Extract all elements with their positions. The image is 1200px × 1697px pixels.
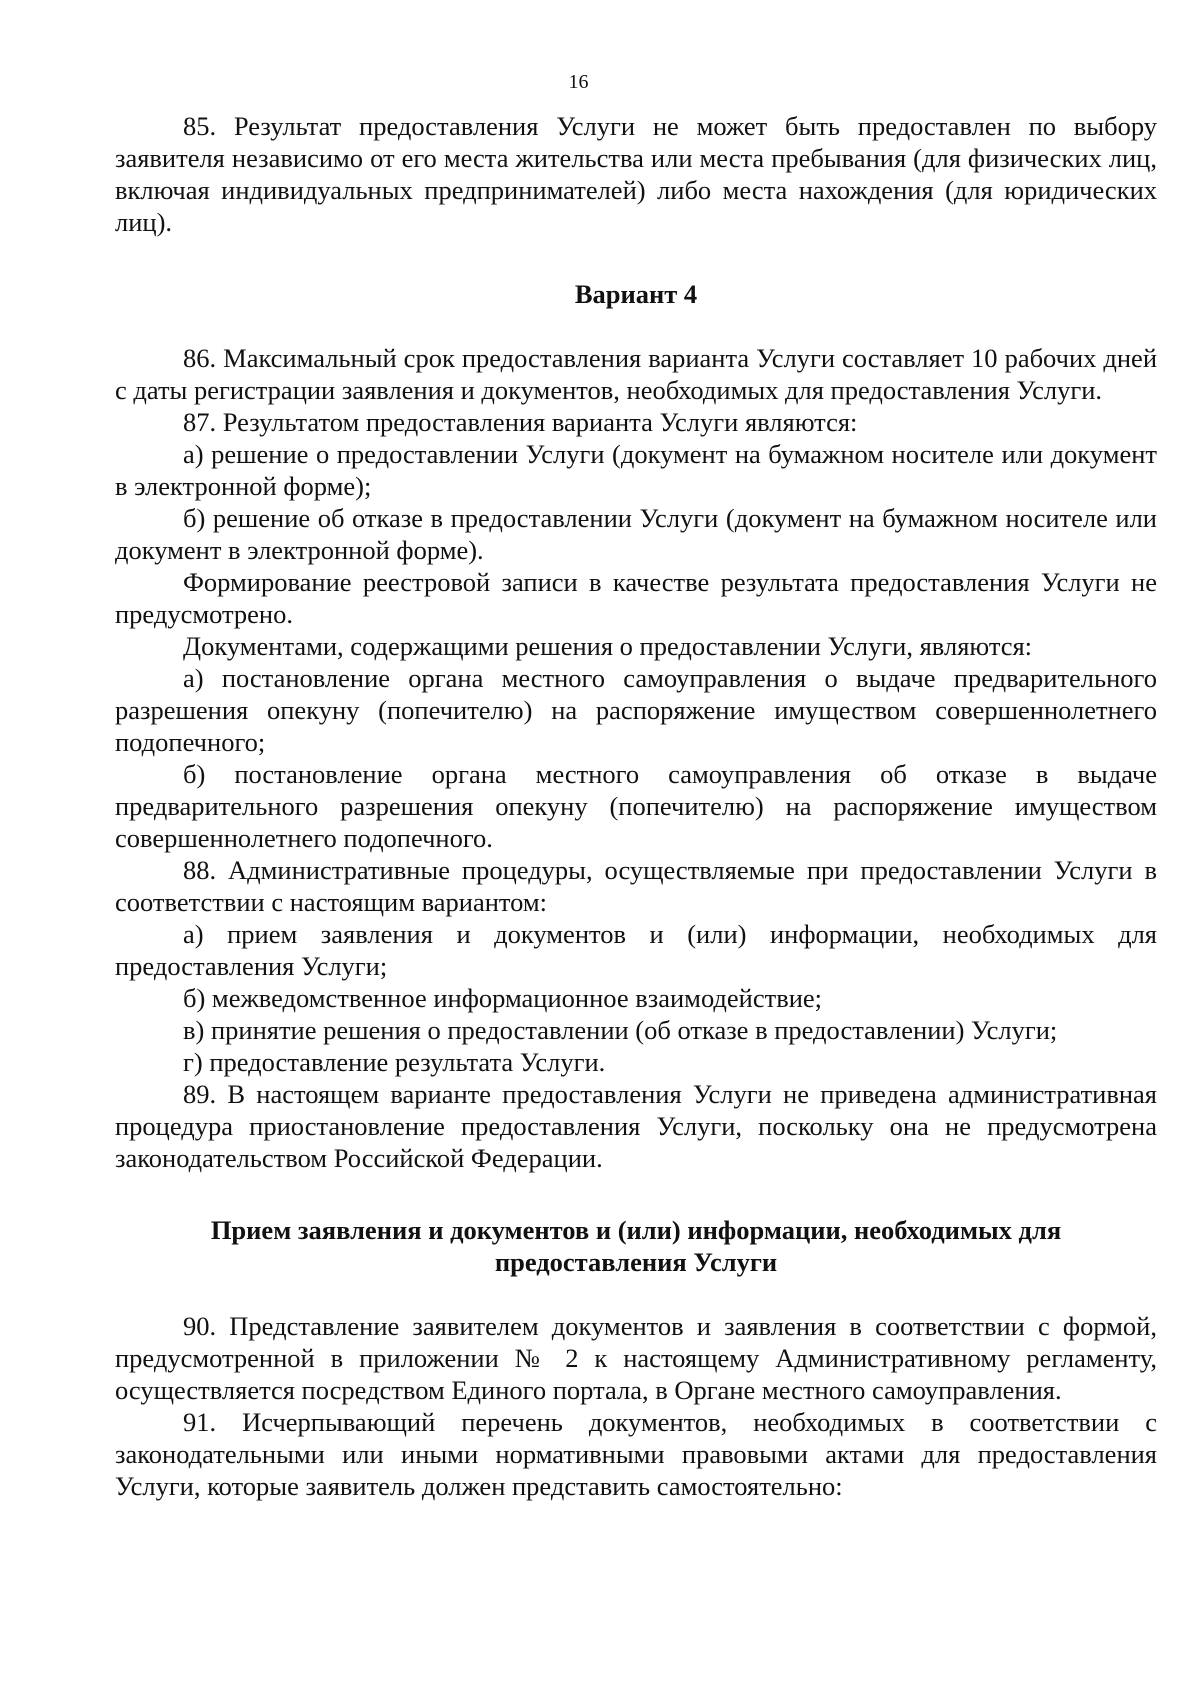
paragraph-89: 89. В настоящем варианте предоставления Услуги не приведена административная процедура приостановление предоставления Услуги, поскольку она не предусмотрена законодательством Российской Федерации. [115, 1079, 1157, 1173]
paragraph-87-item-a: а) решение о предоставлении Услуги (документ на бумажном носителе или документ в электронной форме); [115, 439, 1157, 501]
paragraph-87: 87. Результатом предоставления варианта Услуги являются: [183, 407, 858, 437]
paragraph-91: 91. Исчерпывающий перечень документов, необходимых в соответствии с законодательными или иными нормативными правовыми актами для предоставления Услуги, которые заявитель должен представить самостоятельно: [115, 1407, 1157, 1501]
section-heading-variant-4: Вариант 4 [574, 279, 698, 309]
section-heading-reception [115, 1214, 1157, 1278]
paragraph-87-item-b: б) решение об отказе в предоставлении Услуги (документ на бумажном носителе или документ в электронной форме). [115, 503, 1157, 565]
spacer [115, 1174, 1157, 1214]
spacer [115, 238, 1157, 278]
paragraph-88: 88. Административные процедуры, осуществляемые при предоставлении Услуги в соответствии с настоящим вариантом: [115, 855, 1157, 917]
paragraph-decision-item-b: б) постановление органа местного самоуправления об отказе в выдаче предварительного разрешения опекуну (попечителю) на распоряжение имуществом совершеннолетнего подопечного. [115, 759, 1157, 853]
page-number: 16 [568, 71, 589, 93]
spacer [115, 310, 1157, 342]
document-body [115, 110, 1157, 1502]
paragraph-88-item-b: б) межведомственное информационное взаимодействие; [183, 983, 823, 1013]
spacer [115, 1278, 1157, 1310]
paragraph-86: 86. Максимальный срок предоставления варианта Услуги составляет 10 рабочих дней с даты регистрации заявления и документов, необходимых для предоставления Услуги. [115, 343, 1157, 405]
paragraph-registry-record: Формирование реестровой записи в качестве результата предоставления Услуги не предусмотрено. [115, 567, 1157, 629]
section-heading-reception-line-1: Прием заявления и документов и (или) информации, необходимых для [210, 1215, 1062, 1245]
paragraph-88-item-d: г) предоставление результата Услуги. [183, 1047, 606, 1077]
paragraph-90: 90. Представление заявителем документов и заявления в соответствии с формой, предусмотренной в приложении № 2 к настоящему Административному регламенту, осуществляется посредством Единого портала, в Органе местного самоуправления. [115, 1311, 1157, 1405]
paragraph-85: 85. Результат предоставления Услуги не может быть предоставлен по выбору заявителя независимо от его места жительства или места пребывания (для физических лиц, включая индивидуальных предпринимателей) либо места нахождения (для юридических лиц). [115, 111, 1157, 237]
section-heading-reception-line-2: предоставления Услуги [494, 1247, 778, 1277]
paragraph-88-item-a: а) прием заявления и документов и (или) информации, необходимых для предоставления Услуги; [115, 919, 1157, 981]
paragraph-88-item-c: в) принятие решения о предоставлении (об отказе в предоставлении) Услуги; [183, 1015, 1058, 1045]
paragraph-decision-item-a: а) постановление органа местного самоуправления о выдаче предварительного разрешения опекуну (попечителю) на распоряжение имуществом совершеннолетнего подопечного; [115, 663, 1157, 757]
paragraph-decision-documents: Документами, содержащими решения о предоставлении Услуги, являются: [183, 631, 1033, 661]
